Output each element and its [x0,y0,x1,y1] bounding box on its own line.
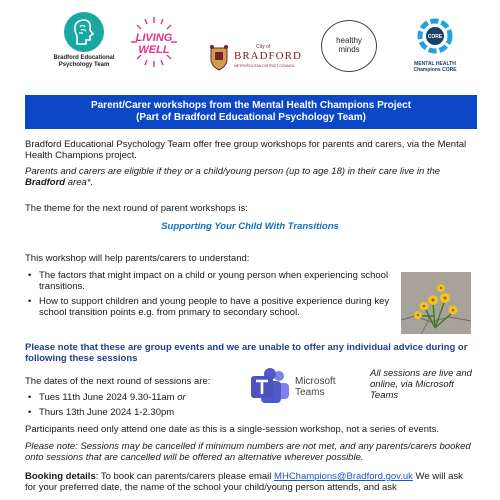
logo-row [0,0,500,88]
core-badge-text: CORE [427,34,443,40]
help-intro: This workshop will help parents/carers to understand: [25,253,250,264]
mhc-line1: MENTAL HEALTH [414,61,456,67]
champions-core-icon [415,18,455,54]
eligibility-tail: area*. [65,177,94,188]
mental-health-champions-logo [405,18,465,73]
eligibility-paragraph [25,166,475,188]
living-well-line1: LIVING [135,32,173,44]
one-date-paragraph: Participants need only attend one date as this is a single-session workshop, not a series of events. [25,424,440,435]
healthy-minds-logo [321,20,377,72]
teams-word-line2: Teams [295,387,325,398]
intro-paragraph: Bradford Educational Psychology Team offer free group workshops for parents and carers, via the Mental Health Champions project. [25,139,467,161]
city-of-bradford-logo [208,44,304,72]
booking-tail: We will ask for your preferred date, the name of the school your child/young person attends, and ask [25,471,463,493]
title-banner [25,95,477,129]
booking-email-link[interactable]: MHChampions@Bradford.gov.uk [274,471,413,482]
bradford-wordmark: BRADFORD [234,50,302,62]
theme-intro: The theme for the next round of parent workshops is: [25,203,248,214]
city-of-label: City of [256,44,271,50]
dates-intro: The dates of the next round of sessions are: [25,376,211,387]
bullet-item: • The factors that might impact on a child or young person when experiencing school transitions. [25,270,395,292]
council-subtitle: METROPOLITAN DISTRICT COUNCIL [234,64,296,68]
bep-logo-line2: Psychology Team [58,62,110,68]
bep-logo-line1: Bradford Educational [53,55,115,61]
booking-label: Booking details [25,471,96,482]
bep-logo [44,12,124,69]
group-events-note: Please note that these are group events and we are unable to offer any individual advice during or following these sessions [25,342,468,364]
banner-title: Parent/Carer workshops from the Mental Health Champions Project [90,100,412,111]
bullet-item: • How to support children and young people to have a positive experience during key school transition points e.g. from primary to secondary school. [25,296,395,318]
living-well-line2: WELL [138,44,170,56]
session-date-text: Thurs 13th June 2024 1-2.30pm [39,407,175,418]
brain-head-icon [64,12,104,52]
eligibility-bold: Bradford [25,177,66,188]
cancellation-note: Please note: Sessions may be cancelled if minimum numbers are not met, and any parents/carers booked onto sessions that are cancelled will be offered an alternative wherever possible. [25,441,471,463]
banner-subtitle: (Part of Bradford Educational Psychology Team) [136,112,366,123]
eligibility-text: Parents and carers are eligible if they or a child/young person (up to age 18) in their care live in the [25,166,441,177]
bullet-list [25,270,395,322]
healthy-minds-line1: healthy [336,36,362,45]
microsoft-teams-logo [247,366,365,408]
session-dates-list [25,392,235,422]
theme-title: Supporting Your Child With Transitions [161,221,339,232]
session-date-item [25,407,235,418]
living-well-logo [124,14,184,70]
session-date-or: or [174,392,186,403]
healthy-minds-line2: minds [338,45,360,54]
booking-text: : To book can parents/carers please email [95,471,275,482]
session-date-item [25,392,235,403]
session-date-text: Tues 11th June 2024 9.30-11am [39,392,175,403]
bradford-crest-icon [208,44,230,72]
live-online-note: All sessions are live and online, via Microsoft Teams [370,368,472,401]
microsoft-teams-icon [249,367,293,407]
teams-word-line1: Microsoft [295,376,336,387]
mhc-line2: Champions CORE [413,67,457,73]
plant-in-concrete-image [401,272,471,334]
booking-paragraph [25,471,475,493]
